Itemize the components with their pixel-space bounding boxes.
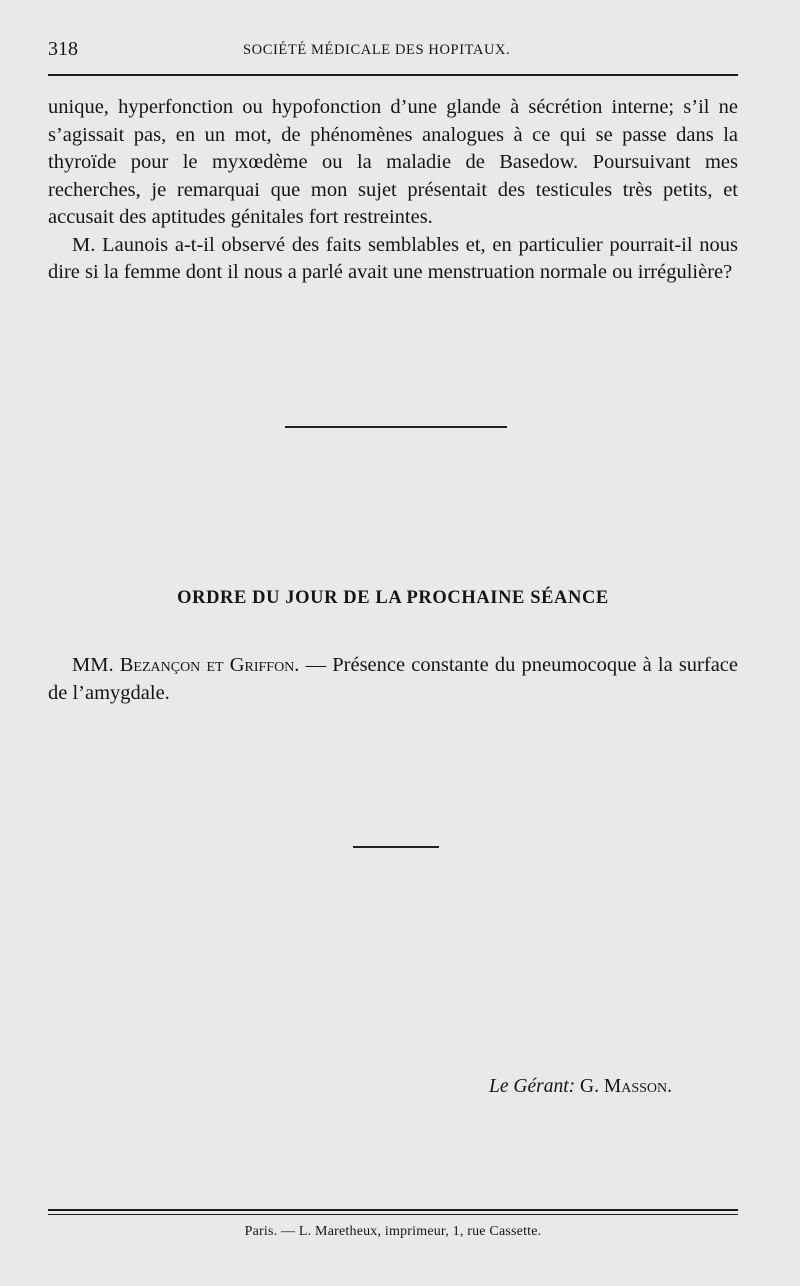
paragraph: M. Launois a-t-il observé des faits semblables et, en particulier pourrait-il nous dire si la femme dont il nous a parlé avait une menstruation normale ou irrégulière? <box>48 233 738 283</box>
header-rule <box>48 74 738 76</box>
agenda-item <box>48 652 738 707</box>
section-separator <box>285 426 507 428</box>
footer-rule-thin <box>48 1214 738 1215</box>
section-heading: ORDRE DU JOUR DE LA PROCHAINE SÉANCE <box>177 588 609 608</box>
page-number: 318 <box>48 38 78 60</box>
signature <box>489 1076 672 1098</box>
agenda-text: — Présence constante du pneumocoque à la surface de l’amygdale. <box>48 654 738 704</box>
printer-imprint: Paris. — L. Maretheux, imprimeur, 1, rue Cassette. <box>244 1224 542 1239</box>
footer-rule-thick <box>48 1209 738 1211</box>
page-header <box>48 38 738 68</box>
running-title: SOCIÉTÉ MÉDICALE DES HOPITAUX. <box>243 42 511 58</box>
paragraph: unique, hyperfonction ou hypofonction d’une glande à sécrétion interne; s’il ne s’agissait pas, en un mot, de phénomènes analogues à ce qui se passe dans la thyroïde pour le myxœdème ou la maladie de Basedow. Poursuivant mes recherches, je remarquai que mon sujet présentait des testicules très petits, et accusait des aptitudes génitales fort restreintes. <box>48 96 738 228</box>
signature-role: Le Gérant: <box>489 1076 576 1097</box>
agenda-authors: MM. Bezançon et Griffon. <box>72 654 300 676</box>
body-text <box>48 94 738 287</box>
agenda-separator <box>353 846 439 848</box>
signature-name: G. Masson. <box>580 1076 672 1097</box>
